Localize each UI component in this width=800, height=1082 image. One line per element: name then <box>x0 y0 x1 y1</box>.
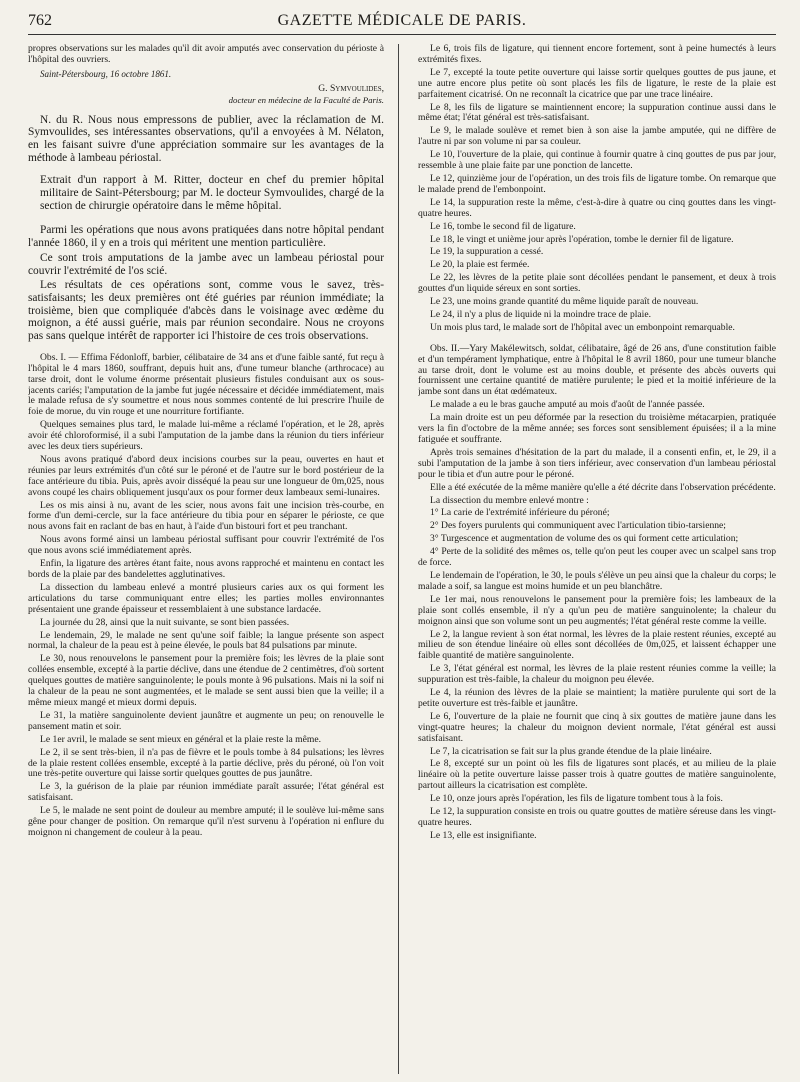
observation-1-continued <box>418 44 776 334</box>
body-paragraph: Le 2, il se sent très-bien, il n'a pas de fièvre et le pouls tombe à 84 pulsations; les lèvres de la plaie restent collées ensemble, excepté à la partie déclive, près du péroné, où l'on voit une très-petite ouverture qui laisse sortir quelques gouttes de pus jaunâtre. <box>28 746 384 780</box>
body-paragraph: Le 20, la plaie est fermée. <box>430 259 530 271</box>
body-paragraph: Enfin, la ligature des artères étant faite, nous avons rapproché et maintenu en contact les bords de la plaie par des bandelettes agglutinatives. <box>28 558 384 580</box>
body-paragraph: Le 7, la cicatrisation se fait sur la plus grande étendue de la plaie linéaire. <box>430 745 712 757</box>
body-paragraph: Obs. I. — Effima Fédonloff, barbier, célibataire de 34 ans et d'une faible santé, fut reçu à l'hôpital le 4 mars 1860, souffrant, depuis huit ans, d'une tumeur blanche (arthrocace) au tarse droit, dont le volume énorme présentait plusieurs fistules conduisant aux os sous-jacents cariés; l'amputation de la jambe fut jugée nécessaire et décidée immédiatement, mais le malade refusa de s'y soumettre et nous nous sommes contenté de lui prescrire l'huile de foie de morue, du vin rouge et une nourriture fortifiante. <box>28 351 384 418</box>
journal-title: GAZETTE MÉDICALE DE PARIS. <box>277 12 527 29</box>
intro-paragraph: Parmi les opérations que nous avons pratiquées dans notre hôpital pendant l'année 1860, il y en a trois qui méritent une mention particulière. <box>28 224 384 250</box>
body-paragraph: 3° Turgescence et augmentation de volume des os qui forment cette articulation; <box>430 533 739 545</box>
body-paragraph: Le 10, l'ouverture de la plaie, qui continue à fournir quatre à cinq gouttes de pus par jour, ressemble à une plaie faite par une ponction de lancette. <box>418 149 776 172</box>
body-paragraph: Un mois plus tard, le malade sort de l'hôpital avec un embonpoint remarquable. <box>430 321 735 333</box>
opening-paragraph: propres observations sur les malades qu'il dit avoir amputés avec conservation du périoste à l'hôpital des ouvriers. <box>28 44 384 65</box>
body-paragraph: Quelques semaines plus tard, le malade lui-même a réclamé l'opération, et le 28, après avoir été chloroformisé, il a subi l'amputation de la jambe dans la réunion du tiers inférieur avec les deux tiers supérieurs. <box>28 419 384 453</box>
author-title: docteur en médecine de la Faculté de Paris. <box>228 94 384 105</box>
body-paragraph: Le 1er avril, le malade se sent mieux en général et la plaie reste la même. <box>40 733 322 745</box>
body-paragraph: Le 6, trois fils de ligature, qui tiennent encore fortement, sont à peine humectés à leurs extrémités fixes. <box>418 44 776 65</box>
body-paragraph: Le 23, une moins grande quantité du même liquide paraît de nouveau. <box>430 296 699 308</box>
body-paragraph: La dissection du lambeau enlevé a montré plusieurs caries aux os qui forment les articulations du tarse communiquant entre elles; les parties molles environnantes présentaient une grande épaisseur et ressemblaient à une substance lardacée. <box>28 581 384 615</box>
body-paragraph: Le 19, la suppuration a cessé. <box>430 246 544 258</box>
intro-paragraph: Les résultats de ces opérations sont, comme vous le savez, très-satisfaisants; les deux premières ont été guéries par réunion immédiate; la troisième, bien que compliquée d'abcès dans le voisinage avec œdème du moignon, a été aussi guérie, mais par réunion secondaire. Nous ne croyons pas sans quelque intérêt de rapporter ici l'histoire de ces trois observations. <box>28 279 384 343</box>
observation-2-heading-paragraph: Obs. II.—Yary Makélewitsch, soldat, célibataire, âgé de 26 ans, d'une constitution faible et d'un tempérament lymphatique, entre à l'hôpital le 8 avril 1860, pour une tumeur blanche au tarse droit, dont le volume est au moins double, et présente des abcès ouverts qui fournissent une certaine quantité de matière purulente; le pied et la moitié inférieure de la jambe sont dans un état œdémateux. <box>418 342 776 398</box>
body-paragraph: Le 4, la réunion des lèvres de la plaie se maintient; la matière purulente qui sort de la petite ouverture est très-faible et jaunâtre. <box>418 687 776 709</box>
extract-heading: Extrait d'un rapport à M. Ritter, docteur en chef du premier hôpital militaire de Saint-Pétersbourg; par M. le docteur Symvoulides, chargé de la section de chirurgie opératoire dans le même hôpital. <box>40 174 384 212</box>
body-paragraph: Le 1er mai, nous renouvelons le pansement pour la première fois; les lambeaux de la plaie sont collés ensemble, il n'y a qu'un peu de matière sanguinolente; la chaleur du moignon ainsi que son volume sont un peu augmentés; l'état général reste comme la veille. <box>418 593 776 627</box>
right-column <box>418 44 776 1074</box>
body-paragraph: 4° Perte de la solidité des mêmes os, telle qu'on peut les couper avec un scalpel sans trop de force. <box>418 546 776 569</box>
body-paragraph: Le 22, les lèvres de la petite plaie sont décollées pendant le pansement, et deux à trois gouttes d'un liquide séreux en sont sorties. <box>418 272 776 295</box>
body-paragraph: Le 24, il n'y a plus de liquide ni la moindre trace de plaie. <box>430 308 651 320</box>
body-paragraph: Le 31, la matière sanguinolente devient jaunâtre et augmente un peu; on renouvelle le pansement matin et soir. <box>28 709 384 732</box>
left-column <box>28 44 384 1074</box>
dateline: Saint-Pétersbourg, 16 octobre 1861. <box>40 68 172 79</box>
observation-1-text <box>28 353 384 839</box>
body-paragraph: Nous avons formé ainsi un lambeau périostal suffisant pour couvrir l'extrémité de l'os que nous avons scié immédiatement après. <box>28 534 384 557</box>
body-paragraph: La journée du 28, ainsi que la nuit suivante, se sont bien passées. <box>40 616 290 628</box>
editor-note: N. du R. Nous nous empressons de publier, avec la réclamation de M. Symvoulides, ses intéressantes observations, qu'il a envoyées à M. Nélaton, en les faisant suivre d'une appréciation sommaire sur les avantages de la méthode à lambeau périostal. <box>28 113 384 164</box>
body-paragraph: La main droite est un peu déformée par la resection du troisième métacarpien, pratiquée vers la fin d'octobre de la même année; ses forces sont sensiblement épuisées; il a la mine fatiguée et souffrante. <box>418 412 776 445</box>
body-paragraph: Le 12, quinzième jour de l'opération, un des trois fils de ligature tombe. On remarque que le malade prend de l'embonpoint. <box>418 172 776 195</box>
observation-2-text <box>418 400 776 842</box>
body-paragraph: Le 12, la suppuration consiste en trois ou quatre gouttes de matière séreuse dans les vingt-quatre heures. <box>418 806 776 828</box>
body-paragraph: 2° Des foyers purulents qui communiquent avec l'articulation tibio-tarsienne; <box>430 520 726 532</box>
body-paragraph: La dissection du membre enlevé montre : <box>430 494 589 506</box>
body-paragraph: Le malade a eu le bras gauche amputé au mois d'août de l'année passée. <box>430 399 705 411</box>
body-paragraph: Le 6, l'ouverture de la plaie ne fournit que cinq à six gouttes de matière jaune dans les vingt-quatre heures; la chaleur du moignon devient normale, l'état général est aussi satisfaisant. <box>418 710 776 744</box>
body-paragraph: Le 9, le malade soulève et remet bien à son aise la jambe amputée, qui ne diffère de l'autre ni par son volume ni par sa couleur. <box>418 125 776 148</box>
column-divider <box>398 44 399 1074</box>
body-paragraph: Après trois semaines d'hésitation de la part du malade, il a consenti enfin, et, le 29, il a subi l'amputation de la jambe à son tiers inférieur, avec conservation d'un lambeau périostal pour le tibia et d'un autre pour le péroné. <box>418 446 776 480</box>
page-header <box>28 12 776 35</box>
body-paragraph: Les os mis ainsi à nu, avant de les scier, nous avons fait une incision très-courbe, en forme d'un demi-cercle, sur la face antérieure du tibia pour en séparer le périoste, ce que nous avons fait en raclant de bas en haut, à l'aide d'un bistouri fort et peu tranchant. <box>28 499 384 533</box>
body-paragraph: Le 2, la langue revient à son état normal, les lèvres de la plaie restent réunies, excepté au milieu de son étendue linéaire où elles sont décollées de 0m,025, et laissent échapper une faible quantité de matière sanguinolente. <box>418 628 776 662</box>
body-paragraph: Elle a été exécutée de la même manière qu'elle a été décrite dans l'observation précédente. <box>430 481 776 493</box>
body-paragraph: Le 3, l'état général est normal, les lèvres de la plaie restent réunies comme la veille; la suppuration est très-faible, la chaleur du moignon peu élevée. <box>418 663 776 686</box>
body-paragraph: Le 5, le malade ne sent point de douleur au membre amputé; il le soulève lui-même sans gêne pour changer de position. On remarque qu'il n'est survenu à l'opération ni enflure du moignon ni changement de couleur à la peau. <box>28 805 384 838</box>
body-paragraph: Le 16, tombe le second fil de ligature. <box>430 220 576 232</box>
body-paragraph: Le lendemain, 29, le malade ne sent qu'une soif faible; la langue présente son aspect normal, la chaleur de la peau est à peine élevée, le pouls bat 84 pulsations par minute. <box>28 629 384 652</box>
body-paragraph: 1° La carie de l'extrémité inférieure du péroné; <box>430 507 610 519</box>
intro-paragraph: Ce sont trois amputations de la jambe avec un lambeau périostal pour couvrir l'extrémité de l'os scié. <box>28 251 384 277</box>
body-paragraph: Le 30, nous renouvelons le pansement pour la première fois; les lèvres de la plaie sont collées ensemble, excepté à la partie déclive, dans une étendue de 2 centimètres, d'où sortent quelques gouttes de matière sanguinolente; le pouls monte à 96 pulsations. Mais ni la soif ni la chaleur de la peau ne sont augmentées, et le malade se sent aussi bien que la veille; il a même mieux mangé et mieux dormi depuis. <box>28 653 384 708</box>
body-paragraph: Le 14, la suppuration reste la même, c'est-à-dire à quatre ou cinq gouttes dans les vingt-quatre heures. <box>418 196 776 219</box>
author-signature: G. Symvoulides, <box>318 82 384 94</box>
body-paragraph: Le 18, le vingt et unième jour après l'opération, tombe le dernier fil de ligature. <box>430 233 734 245</box>
body-paragraph: Le 3, la guérison de la plaie par réunion immédiate paraît assurée; l'état général est satisfaisant. <box>28 781 384 804</box>
body-paragraph: Le 8, excepté sur un point où les fils de ligatures sont placés, et au milieu de la plaie linéaire où la petite ouverture laisse passer trois à quatre gouttes de matière sanguinolente, partout ailleurs la cicatrisation est complète. <box>418 758 776 792</box>
body-paragraph: Le 8, les fils de ligature se maintiennent encore; la suppuration continue aussi dans le même état; l'état général est très-satisfaisant. <box>418 101 776 124</box>
body-paragraph: Le 7, excepté la toute petite ouverture qui laisse sortir quelques gouttes de pus jaune, et une autre encore plus petite où sont placés les fils de ligature, le reste de la plaie est parfaitement cicatrisé. On ne reconnaît la cicatrice que par une trace linéaire. <box>418 66 776 100</box>
body-paragraph: Le 13, elle est insignifiante. <box>430 829 537 841</box>
body-paragraph: Le lendemain de l'opération, le 30, le pouls s'élève un peu ainsi que la chaleur du corps; le malade a soif, sa langue est moins humide et un peu blanchâtre. <box>418 569 776 592</box>
body-paragraph: Nous avons pratiqué d'abord deux incisions courbes sur la peau, ouvertes en haut et réunies par leurs extrémités d'un côté sur le péroné et de l'autre sur le bord postérieur de la face antérieure du tibia. Puis, après avoir disséqué la peau sur une longueur de 0m,025, nous avons coupé les chairs obliquement jusqu'aux os pour former deux lambeaux semi-lunaires. <box>28 453 384 498</box>
body-paragraph: Le 10, onze jours après l'opération, les fils de ligature tombent tous à la fois. <box>430 793 723 805</box>
page-number: 762 <box>28 12 52 29</box>
